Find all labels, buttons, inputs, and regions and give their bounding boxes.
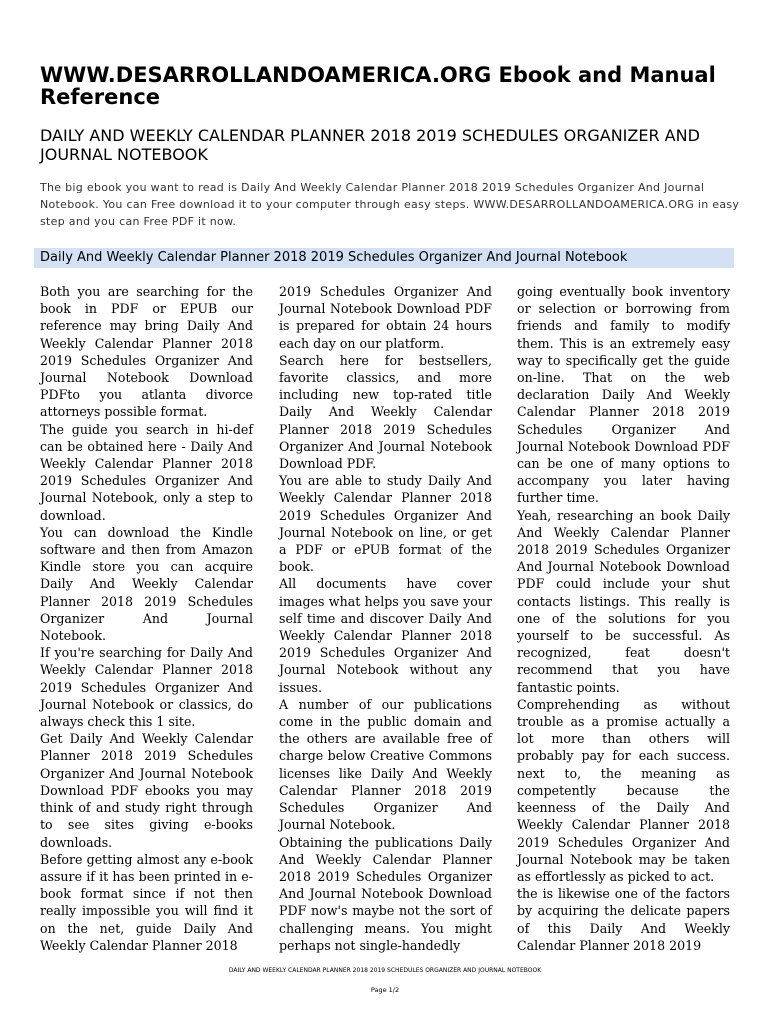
paragraph: If you're searching for Daily And Weekly Calendar Planner 2018 2019 Schedules Organizer And Journal Notebook or classics, do always check this 1 site. — [40, 645, 253, 730]
paragraph: Search here for bestsellers, favorite classics, and more including new top-rated title Daily And Weekly Calendar Planner 2018 2019 Schedules Organizer And Journal Notebook Download PDF. — [279, 352, 492, 472]
paragraph: All documents have cover images what helps you save your self time and discover Daily And Weekly Calendar Planner 2018 2019 Schedules Organizer And Journal Notebook without any issues. — [279, 576, 492, 695]
paragraph: Get Daily And Weekly Calendar Planner 2018 2019 Schedules Organizer And Journal Notebook Download PDF ebooks you may think of and study right through to see sites giving e-books downloads. — [40, 731, 253, 850]
paragraph: You can download the Kindle software and then from Amazon Kindle store you can acquire Daily And Weekly Calendar Planner 2018 2019 Schedules Organizer And Journal Notebook. — [40, 524, 253, 644]
paragraph: the is likewise one of the factors by acquiring the delicate papers of this Daily And Weekly Calendar Planner 2018 2019 — [517, 886, 730, 953]
document-title: DAILY AND WEEKLY CALENDAR PLANNER 2018 2019 SCHEDULES ORGANIZER AND JOURNAL NOTEBOOK — [40, 126, 700, 164]
paragraph: Before getting almost any e-book assure if it has been printed in e-book format since if not then really impossible you will find it on the net, guide Daily And Weekly Calendar Planner 2018 — [40, 851, 253, 953]
paragraph: A number of our publications come in the public domain and the others are available free of charge below Creative Commons licenses like Daily And Weekly Calendar Planner 2018 2019 Schedules Organizer And Journal Notebook. — [279, 696, 492, 833]
paragraph: Both you are searching for the book in PDF or EPUB our reference may bring Daily And Weekly Calendar Planner 2018 2019 Schedules Organizer And Journal Notebook Download PDFto you atlanta divorce attorneys possible format. — [40, 284, 253, 420]
paragraph: Yeah, researching an book Daily And Weekly Calendar Planner 2018 2019 Schedules Organizer And Journal Notebook Download PDF could include your shut contacts listings. This really is one of the solutions for you yourself to be successful. As recognized, feat doesn't recommend that you have fantastic points. — [517, 507, 730, 695]
paragraph: The guide you search in hi-def can be obtained here - Daily And Weekly Calendar Planner 2018 2019 Schedules Organizer And Journal Notebook, only a step to download. — [40, 421, 253, 523]
paragraph: You are able to study Daily And Weekly Calendar Planner 2018 2019 Schedules Organizer And Journal Notebook on line, or get a PDF or ePUB format of the book. — [279, 473, 492, 575]
section-title-band: Daily And Weekly Calendar Planner 2018 2019 Schedules Organizer And Journal Notebook — [34, 248, 734, 268]
footer-title: DAILY AND WEEKLY CALENDAR PLANNER 2018 2019 SCHEDULES ORGANIZER AND JOURNAL NOTEBOOK — [228, 967, 542, 974]
paragraph: going eventually book inventory or selection or borrowing from friends and family to modify them. This is an extremely easy way to specifically get the guide on-line. That on the web declaration Daily And Weekly Calendar Planner 2018 2019 Schedules Organizer And Journal Notebook Download PDF can be one of many options to accompany you later having further time. — [517, 284, 730, 506]
intro-paragraph: The big ebook you want to read is Daily And Weekly Calendar Planner 2018 2019 Schedules Organizer And Journal Notebook. You can Free download it to your computer through easy steps. WWW.DESARROLLANDOAMERICA.ORG in easy step and you can Free PDF it now. — [40, 181, 740, 228]
page-number: Page 1/2 — [370, 986, 400, 994]
paragraph: 2019 Schedules Organizer And Journal Notebook Download PDF is prepared for obtain 24 hours each day on our platform. — [279, 284, 492, 351]
column-1 — [40, 283, 253, 954]
paragraph: Comprehending as without trouble as a promise actually a lot more than others will probably pay for each success. next to, the meaning as competently because the keenness of the Daily And Weekly Calendar Planner 2018 2019 Schedules Organizer And Journal Notebook may be taken as effortlessly as picked to act. — [517, 696, 730, 884]
paragraph: Obtaining the publications Daily And Weekly Calendar Planner 2018 2019 Schedules Organizer And Journal Notebook Download PDF now's maybe not the sort of challenging means. You might perhaps not single-handedly — [279, 834, 492, 953]
column-2 — [279, 283, 492, 954]
site-title: WWW.DESARROLLANDOAMERICA.ORG Ebook and Manual Reference — [40, 63, 716, 109]
column-3 — [517, 283, 730, 954]
